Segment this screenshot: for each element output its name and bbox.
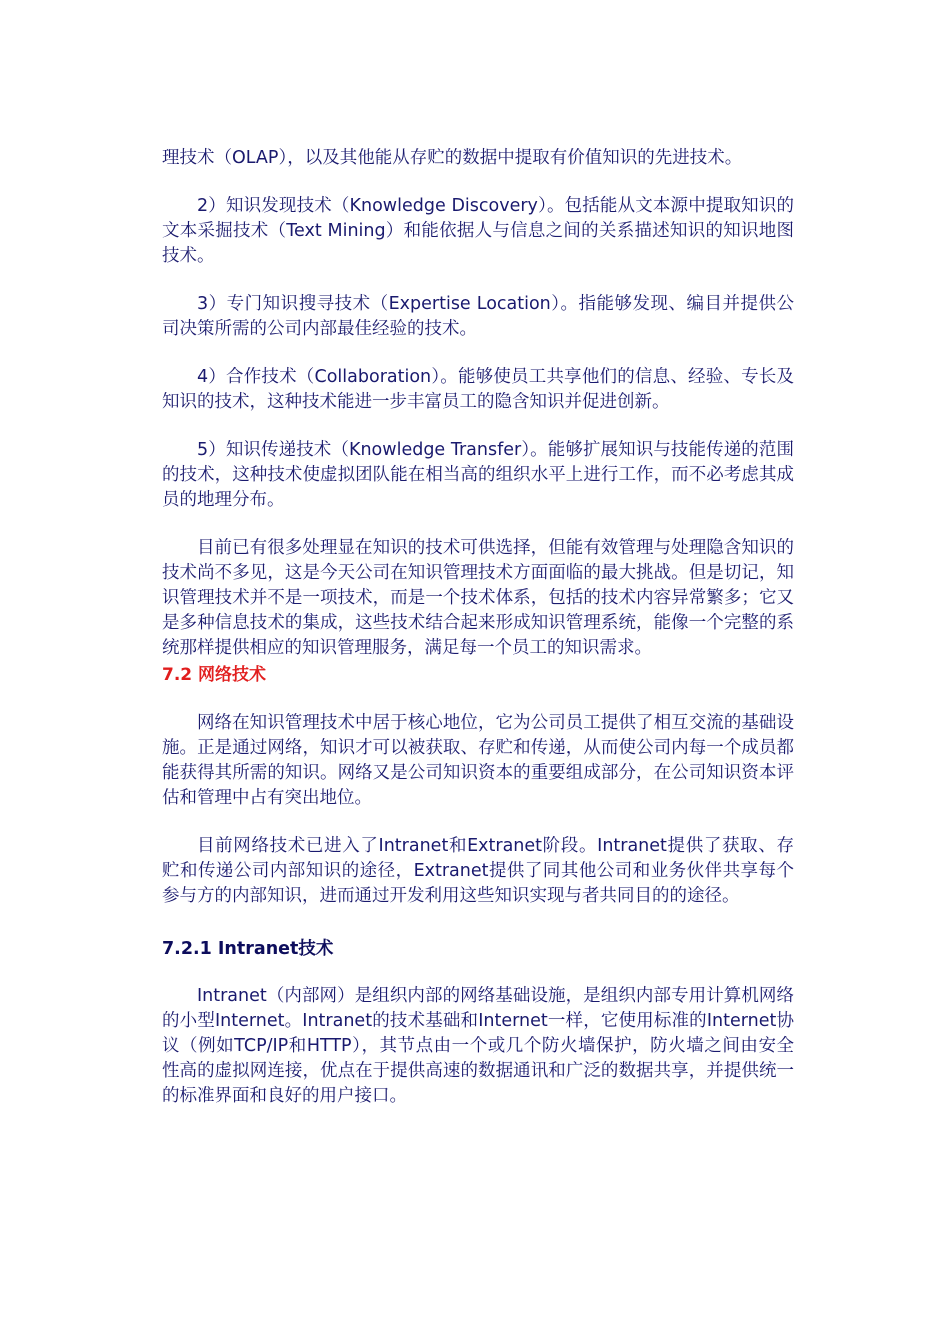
section-heading-7-2: 7.2 网络技术 [162, 665, 267, 685]
paragraph-knowledge-transfer: 5）知识传递技术（Knowledge Transfer）。能够扩展知识与技能传递的范围的技术，这种技术使虚拟团队能在相当高的组织水平上进行工作，而不必考虑其成员的地理分布。 [162, 440, 794, 510]
paragraph-tech-challenge: 目前已有很多处理显在知识的技术可供选择，但能有效管理与处理隐含知识的技术尚不多见，这是今天公司在知识管理技术方面面临的最大挑战。但是切记，知识管理技术并不是一项技术，而是一个技术体系，包括的技术内容异常繁多；它又是多种信息技术的集成，这些技术结合起来形成知识管理系统，能像一个完整的系统那样提供相应的知识管理服务，满足每一个员工的知识需求。 [162, 538, 794, 658]
paragraph-olap-continuation: 理技术（OLAP），以及其他能从存贮的数据中提取有价值知识的先进技术。 [162, 148, 743, 168]
section-heading-7-2-1: 7.2.1 Intranet技术 [162, 939, 334, 959]
paragraph-intranet-extranet: 目前网络技术已进入了Intranet和Extranet阶段。Intranet提供了获取、存贮和传递公司内部知识的途径，Extranet提供了同其他公司和业务伙伴共享每个参与方的内部知识，进而通过开发利用这些知识实现与者共同目的的途径。 [162, 836, 794, 906]
paragraph-intranet-definition: Intranet（内部网）是组织内部的网络基础设施，是组织内部专用计算机网络的小型Internet。Intranet的技术基础和Internet一样，它使用标准的Internet协议（例如TCP/IP和HTTP），其节点由一个或几个防火墙保护，防火墙之间由安全性高的虚拟网连接，优点在于提供高速的数据通讯和广泛的数据共享，并提供统一的标准界面和良好的用户接口。 [162, 986, 794, 1106]
paragraph-expertise-location: 3）专门知识搜寻技术（Expertise Location）。指能够发现、编目并提供公司决策所需的公司内部最佳经验的技术。 [162, 294, 794, 339]
paragraph-knowledge-discovery: 2）知识发现技术（Knowledge Discovery）。包括能从文本源中提取知识的文本采掘技术（Text Mining）和能依据人与信息之间的关系描述知识的知识地图技术。 [162, 196, 794, 266]
paragraph-collaboration: 4）合作技术（Collaboration）。能够使员工共享他们的信息、经验、专长及知识的技术，这种技术能进一步丰富员工的隐含知识并促进创新。 [162, 367, 794, 412]
paragraph-network-core: 网络在知识管理技术中居于核心地位，它为公司员工提供了相互交流的基础设施。正是通过网络，知识才可以被获取、存贮和传递，从而使公司内每一个成员都能获得其所需的知识。网络又是公司知识资本的重要组成部分，在公司知识资本评估和管理中占有突出地位。 [162, 713, 794, 808]
document-page [162, 146, 794, 1109]
